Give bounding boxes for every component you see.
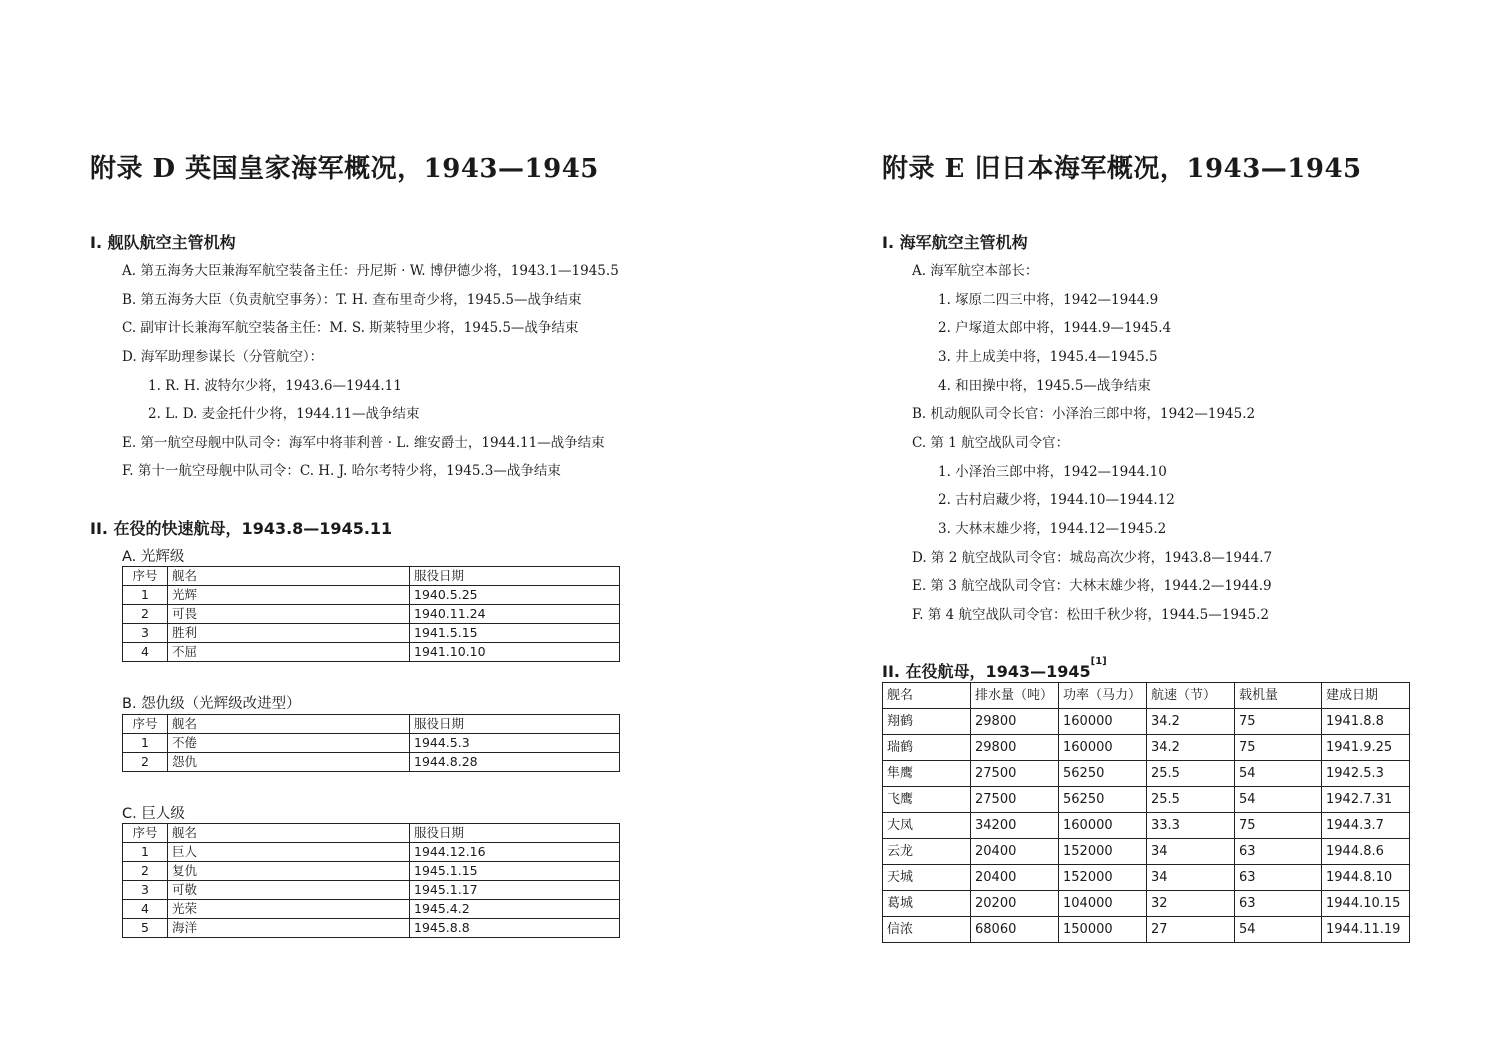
aircraft-capacity: 54 — [1235, 787, 1322, 813]
completion-date: 1944.11.19 — [1322, 917, 1410, 943]
appendix-e-line-c2: 2. 古村启藏少将，1944.10—1944.12 — [938, 492, 1175, 508]
commission-date: 1944.12.16 — [410, 843, 620, 862]
appendix-d-title: 附录 D 英国皇家海军概况，1943—1945 — [90, 154, 599, 184]
commission-date: 1944.8.28 — [410, 753, 620, 772]
row-number: 5 — [123, 919, 168, 938]
ship-name: 复仇 — [168, 862, 410, 881]
displacement: 20400 — [971, 839, 1059, 865]
appendix-e-page — [882, 0, 1422, 1043]
aircraft-capacity: 63 — [1235, 891, 1322, 917]
header-cell: 序号 — [123, 824, 168, 843]
table-row — [123, 734, 620, 753]
speed: 33.3 — [1147, 813, 1235, 839]
row-number: 1 — [123, 734, 168, 753]
class-c-label: C. 巨人级 — [122, 806, 185, 822]
displacement: 68060 — [971, 917, 1059, 943]
commission-date: 1940.5.25 — [410, 586, 620, 605]
ship-name: 光荣 — [168, 900, 410, 919]
footnote-marker: [1] — [1090, 656, 1107, 667]
aircraft-capacity: 75 — [1235, 735, 1322, 761]
power: 152000 — [1059, 865, 1147, 891]
appendix-d-line-a: A. 第五海务大臣兼海军航空装备主任：丹尼斯 · W. 博伊德少将，1943.1—1945.5 — [122, 263, 619, 279]
appendix-e-line-a1: 1. 塚原二四三中将，1942—1944.9 — [938, 292, 1159, 308]
table-row — [123, 605, 620, 624]
commission-date: 1945.4.2 — [410, 900, 620, 919]
commission-date: 1945.1.17 — [410, 881, 620, 900]
displacement: 29800 — [971, 735, 1059, 761]
aircraft-capacity: 63 — [1235, 839, 1322, 865]
speed: 34.2 — [1147, 709, 1235, 735]
appendix-e-title: 附录 E 旧日本海军概况，1943—1945 — [882, 154, 1362, 184]
ship-name: 不屈 — [168, 643, 410, 662]
displacement: 27500 — [971, 761, 1059, 787]
appendix-d-line-c: C. 副审计长兼海军航空装备主任：M. S. 斯莱特里少将，1945.5—战争结束 — [122, 320, 579, 336]
header-cell: 建成日期 — [1322, 683, 1410, 709]
appendix-e-line-a2: 2. 户塚道太郎中将，1944.9—1945.4 — [938, 320, 1172, 336]
appendix-d-line-d1: 1. R. H. 波特尔少将，1943.6—1944.11 — [148, 378, 402, 394]
power: 150000 — [1059, 917, 1147, 943]
header-cell: 舰名 — [883, 683, 971, 709]
ship-name: 瑞鹤 — [883, 735, 971, 761]
speed: 34.2 — [1147, 735, 1235, 761]
row-number: 3 — [123, 881, 168, 900]
power: 56250 — [1059, 761, 1147, 787]
speed: 25.5 — [1147, 761, 1235, 787]
header-cell: 舰名 — [168, 715, 410, 734]
header-cell: 航速（节） — [1147, 683, 1235, 709]
ship-name: 隼鹰 — [883, 761, 971, 787]
aircraft-capacity: 54 — [1235, 917, 1322, 943]
table-header-row — [883, 683, 1410, 709]
class-a-table — [122, 566, 620, 662]
aircraft-capacity: 63 — [1235, 865, 1322, 891]
section-title: II. 在役航母，1943—1945 — [882, 662, 1091, 681]
header-cell: 服役日期 — [410, 824, 620, 843]
aircraft-capacity: 54 — [1235, 761, 1322, 787]
commission-date: 1941.5.15 — [410, 624, 620, 643]
ship-name: 可畏 — [168, 605, 410, 624]
row-number: 4 — [123, 643, 168, 662]
displacement: 20200 — [971, 891, 1059, 917]
row-number: 3 — [123, 624, 168, 643]
power: 104000 — [1059, 891, 1147, 917]
header-cell: 服役日期 — [410, 567, 620, 586]
power: 160000 — [1059, 735, 1147, 761]
row-number: 4 — [123, 900, 168, 919]
header-cell: 舰名 — [168, 567, 410, 586]
appendix-d-line-f: F. 第十一航空母舰中队司令：C. H. J. 哈尔考特少将，1945.3—战争结束 — [122, 463, 561, 479]
completion-date: 1944.8.6 — [1322, 839, 1410, 865]
displacement: 27500 — [971, 787, 1059, 813]
table-row — [123, 586, 620, 605]
appendix-e-line-c3: 3. 大林末雄少将，1944.12—1945.2 — [938, 521, 1167, 537]
table-row — [123, 900, 620, 919]
header-cell: 序号 — [123, 715, 168, 734]
speed: 34 — [1147, 865, 1235, 891]
header-cell: 序号 — [123, 567, 168, 586]
row-number: 2 — [123, 862, 168, 881]
appendix-e-line-e: E. 第 3 航空战队司令官：大林末雄少将，1944.2—1944.9 — [912, 578, 1272, 594]
power: 160000 — [1059, 813, 1147, 839]
table-row — [883, 891, 1410, 917]
commission-date: 1945.8.8 — [410, 919, 620, 938]
row-number: 1 — [123, 586, 168, 605]
ship-name: 天城 — [883, 865, 971, 891]
appendix-e-line-c: C. 第 1 航空战队司令官： — [912, 435, 1070, 451]
aircraft-capacity: 75 — [1235, 813, 1322, 839]
commission-date: 1944.5.3 — [410, 734, 620, 753]
row-number: 2 — [123, 605, 168, 624]
appendix-d-page — [90, 0, 630, 1043]
table-row — [883, 709, 1410, 735]
table-row — [123, 919, 620, 938]
speed: 34 — [1147, 839, 1235, 865]
completion-date: 1941.9.25 — [1322, 735, 1410, 761]
commission-date: 1940.11.24 — [410, 605, 620, 624]
power: 56250 — [1059, 787, 1147, 813]
table-header-row — [123, 567, 620, 586]
completion-date: 1944.8.10 — [1322, 865, 1410, 891]
ship-name: 不倦 — [168, 734, 410, 753]
ship-name: 可敬 — [168, 881, 410, 900]
appendix-e-line-c1: 1. 小泽治三郎中将，1942—1944.10 — [938, 464, 1167, 480]
class-c-table — [122, 823, 620, 938]
table-header-row — [123, 824, 620, 843]
commission-date: 1945.1.15 — [410, 862, 620, 881]
speed: 27 — [1147, 917, 1235, 943]
table-row — [123, 843, 620, 862]
table-row — [123, 881, 620, 900]
displacement: 34200 — [971, 813, 1059, 839]
ship-name: 信浓 — [883, 917, 971, 943]
speed: 25.5 — [1147, 787, 1235, 813]
table-row — [883, 761, 1410, 787]
table-row — [883, 813, 1410, 839]
appendix-d-line-d2: 2. L. D. 麦金托什少将，1944.11—战争结束 — [148, 406, 420, 422]
ship-name: 云龙 — [883, 839, 971, 865]
table-row — [123, 862, 620, 881]
ship-name: 胜利 — [168, 624, 410, 643]
table-header-row — [123, 715, 620, 734]
power: 152000 — [1059, 839, 1147, 865]
table-row — [123, 753, 620, 772]
completion-date: 1944.10.15 — [1322, 891, 1410, 917]
ship-name: 大凤 — [883, 813, 971, 839]
appendix-d-section2-heading: II. 在役的快速航母，1943.8—1945.11 — [90, 519, 393, 538]
appendix-e-line-a3: 3. 井上成美中将，1945.4—1945.5 — [938, 349, 1158, 365]
table-row — [883, 865, 1410, 891]
appendix-e-line-b: B. 机动舰队司令长官：小泽治三郎中将，1942—1945.2 — [912, 406, 1256, 422]
speed: 32 — [1147, 891, 1235, 917]
ijn-carriers-table — [882, 682, 1410, 943]
ship-name: 翔鹤 — [883, 709, 971, 735]
ship-name: 怨仇 — [168, 753, 410, 772]
power: 160000 — [1059, 709, 1147, 735]
table-row — [123, 643, 620, 662]
completion-date: 1944.3.7 — [1322, 813, 1410, 839]
header-cell: 排水量（吨） — [971, 683, 1059, 709]
appendix-e-line-a: A. 海军航空本部长： — [912, 263, 1039, 279]
header-cell: 舰名 — [168, 824, 410, 843]
ship-name: 巨人 — [168, 843, 410, 862]
class-a-label: A. 光辉级 — [122, 549, 185, 565]
completion-date: 1942.7.31 — [1322, 787, 1410, 813]
completion-date: 1942.5.3 — [1322, 761, 1410, 787]
ship-name: 葛城 — [883, 891, 971, 917]
header-cell: 载机量 — [1235, 683, 1322, 709]
displacement: 20400 — [971, 865, 1059, 891]
commission-date: 1941.10.10 — [410, 643, 620, 662]
appendix-d-line-e: E. 第一航空母舰中队司令：海军中将菲利普 · L. 维安爵士，1944.11—战争结束 — [122, 435, 605, 451]
aircraft-capacity: 75 — [1235, 709, 1322, 735]
displacement: 29800 — [971, 709, 1059, 735]
appendix-e-line-d: D. 第 2 航空战队司令官：城岛高次少将，1943.8—1944.7 — [912, 550, 1273, 566]
appendix-d-section1-heading: I. 舰队航空主管机构 — [90, 233, 236, 252]
ship-name: 飞鹰 — [883, 787, 971, 813]
class-b-table — [122, 714, 620, 772]
class-b-label: B. 怨仇级（光辉级改进型） — [122, 696, 301, 712]
completion-date: 1941.8.8 — [1322, 709, 1410, 735]
appendix-d-line-d: D. 海军助理参谋长（分管航空）： — [122, 349, 324, 365]
appendix-e-line-a4: 4. 和田操中将，1945.5—战争结束 — [938, 378, 1151, 394]
appendix-e-section2-heading — [882, 656, 1107, 682]
ship-name: 光辉 — [168, 586, 410, 605]
table-row — [123, 624, 620, 643]
appendix-e-section1-heading: I. 海军航空主管机构 — [882, 233, 1028, 252]
table-row — [883, 917, 1410, 943]
table-row — [883, 787, 1410, 813]
appendix-d-line-b: B. 第五海务大臣（负责航空事务）：T. H. 查布里奇少将，1945.5—战争结束 — [122, 292, 582, 308]
table-row — [883, 839, 1410, 865]
appendix-e-line-f: F. 第 4 航空战队司令官：松田千秋少将，1944.5—1945.2 — [912, 607, 1269, 623]
row-number: 2 — [123, 753, 168, 772]
table-row — [883, 735, 1410, 761]
header-cell: 功率（马力） — [1059, 683, 1147, 709]
row-number: 1 — [123, 843, 168, 862]
header-cell: 服役日期 — [410, 715, 620, 734]
ship-name: 海洋 — [168, 919, 410, 938]
